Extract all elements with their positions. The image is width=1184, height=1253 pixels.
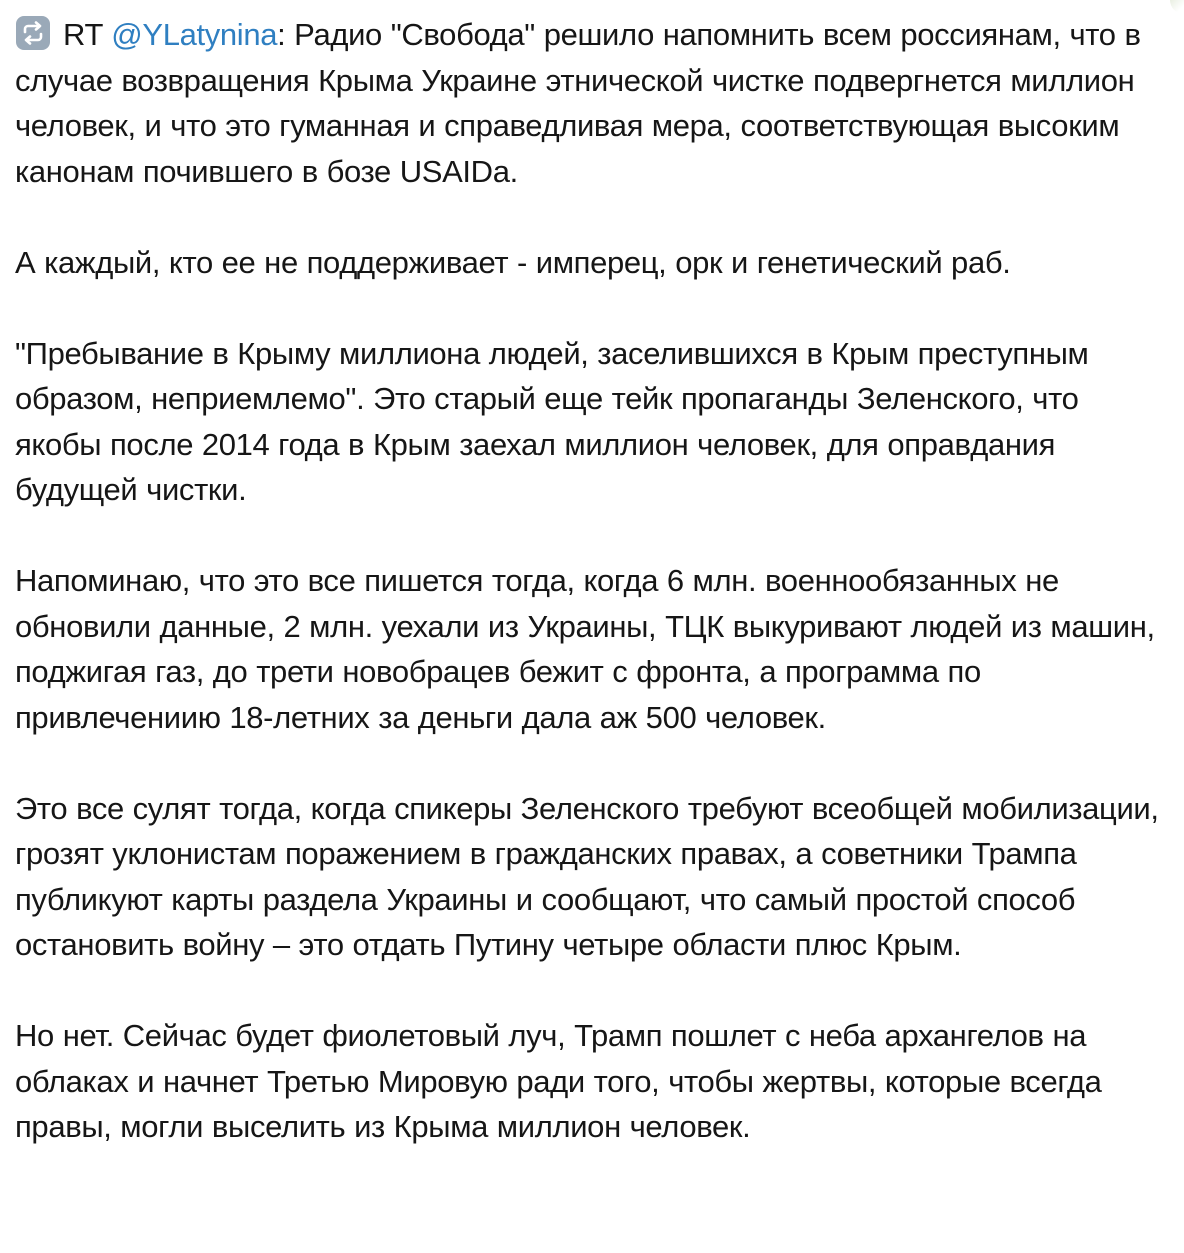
post-paragraph-5: Это все сулят тогда, когда спикеры Зеленского требуют всеобщей мобилизации, грозят уклонистам поражением в гражданских правах, а советники Трампа публикуют карты раздела Украины и сообщают, что самый простой способ остановить войну – это отдать Путину четыре области плюс Крым.	[15, 790, 1168, 962]
post-paragraph-2: А каждый, кто ее не поддерживает - имперец, орк и генетический раб.	[15, 244, 1011, 280]
retweet-icon	[15, 15, 51, 51]
post-paragraph-4: Напоминаю, что это все пишется тогда, когда 6 млн. военнообязанных не обновили данные, 2 млн. уехали из Украины, ТЦК выкуривают людей из машин, поджигая газ, до трети новобрацев бежит с фронта, а программа по привлечениию 18-летних за деньги дала аж 500 человек.	[15, 563, 1164, 735]
mention-link[interactable]: @YLatynina	[111, 17, 278, 52]
post-paragraph-6: Но нет. Сейчас будет фиолетовый луч, Трамп пошлет с неба архангелов на облаках и начнет Третью Мировую ради того, чтобы жертвы, которые всегда правы, могли выселить из Крыма миллион человек.	[15, 1018, 1111, 1144]
post-paragraph-1	[15, 12, 1170, 194]
bubble-corner	[1170, 0, 1184, 14]
post-paragraph-3: "Пребывание в Крыму миллиона людей, заселившихся в Крым преступным образом, неприемлемо". Это старый еще тейк пропаганды Зеленского, что якобы после 2014 года в Крым заехал миллион человек, для оправдания будущей чистки.	[15, 335, 1098, 507]
rt-prefix: RT	[63, 17, 103, 52]
post-first-text: : Радио "Свобода" решило напомнить всем россиянам, что в случае возвращения Крыма Украине этнической чистке подвергнется миллион человек, и что это гуманная и справедливая мера, соответствующая высоким канонам почившего в бозе USAIDа.	[15, 17, 1150, 189]
